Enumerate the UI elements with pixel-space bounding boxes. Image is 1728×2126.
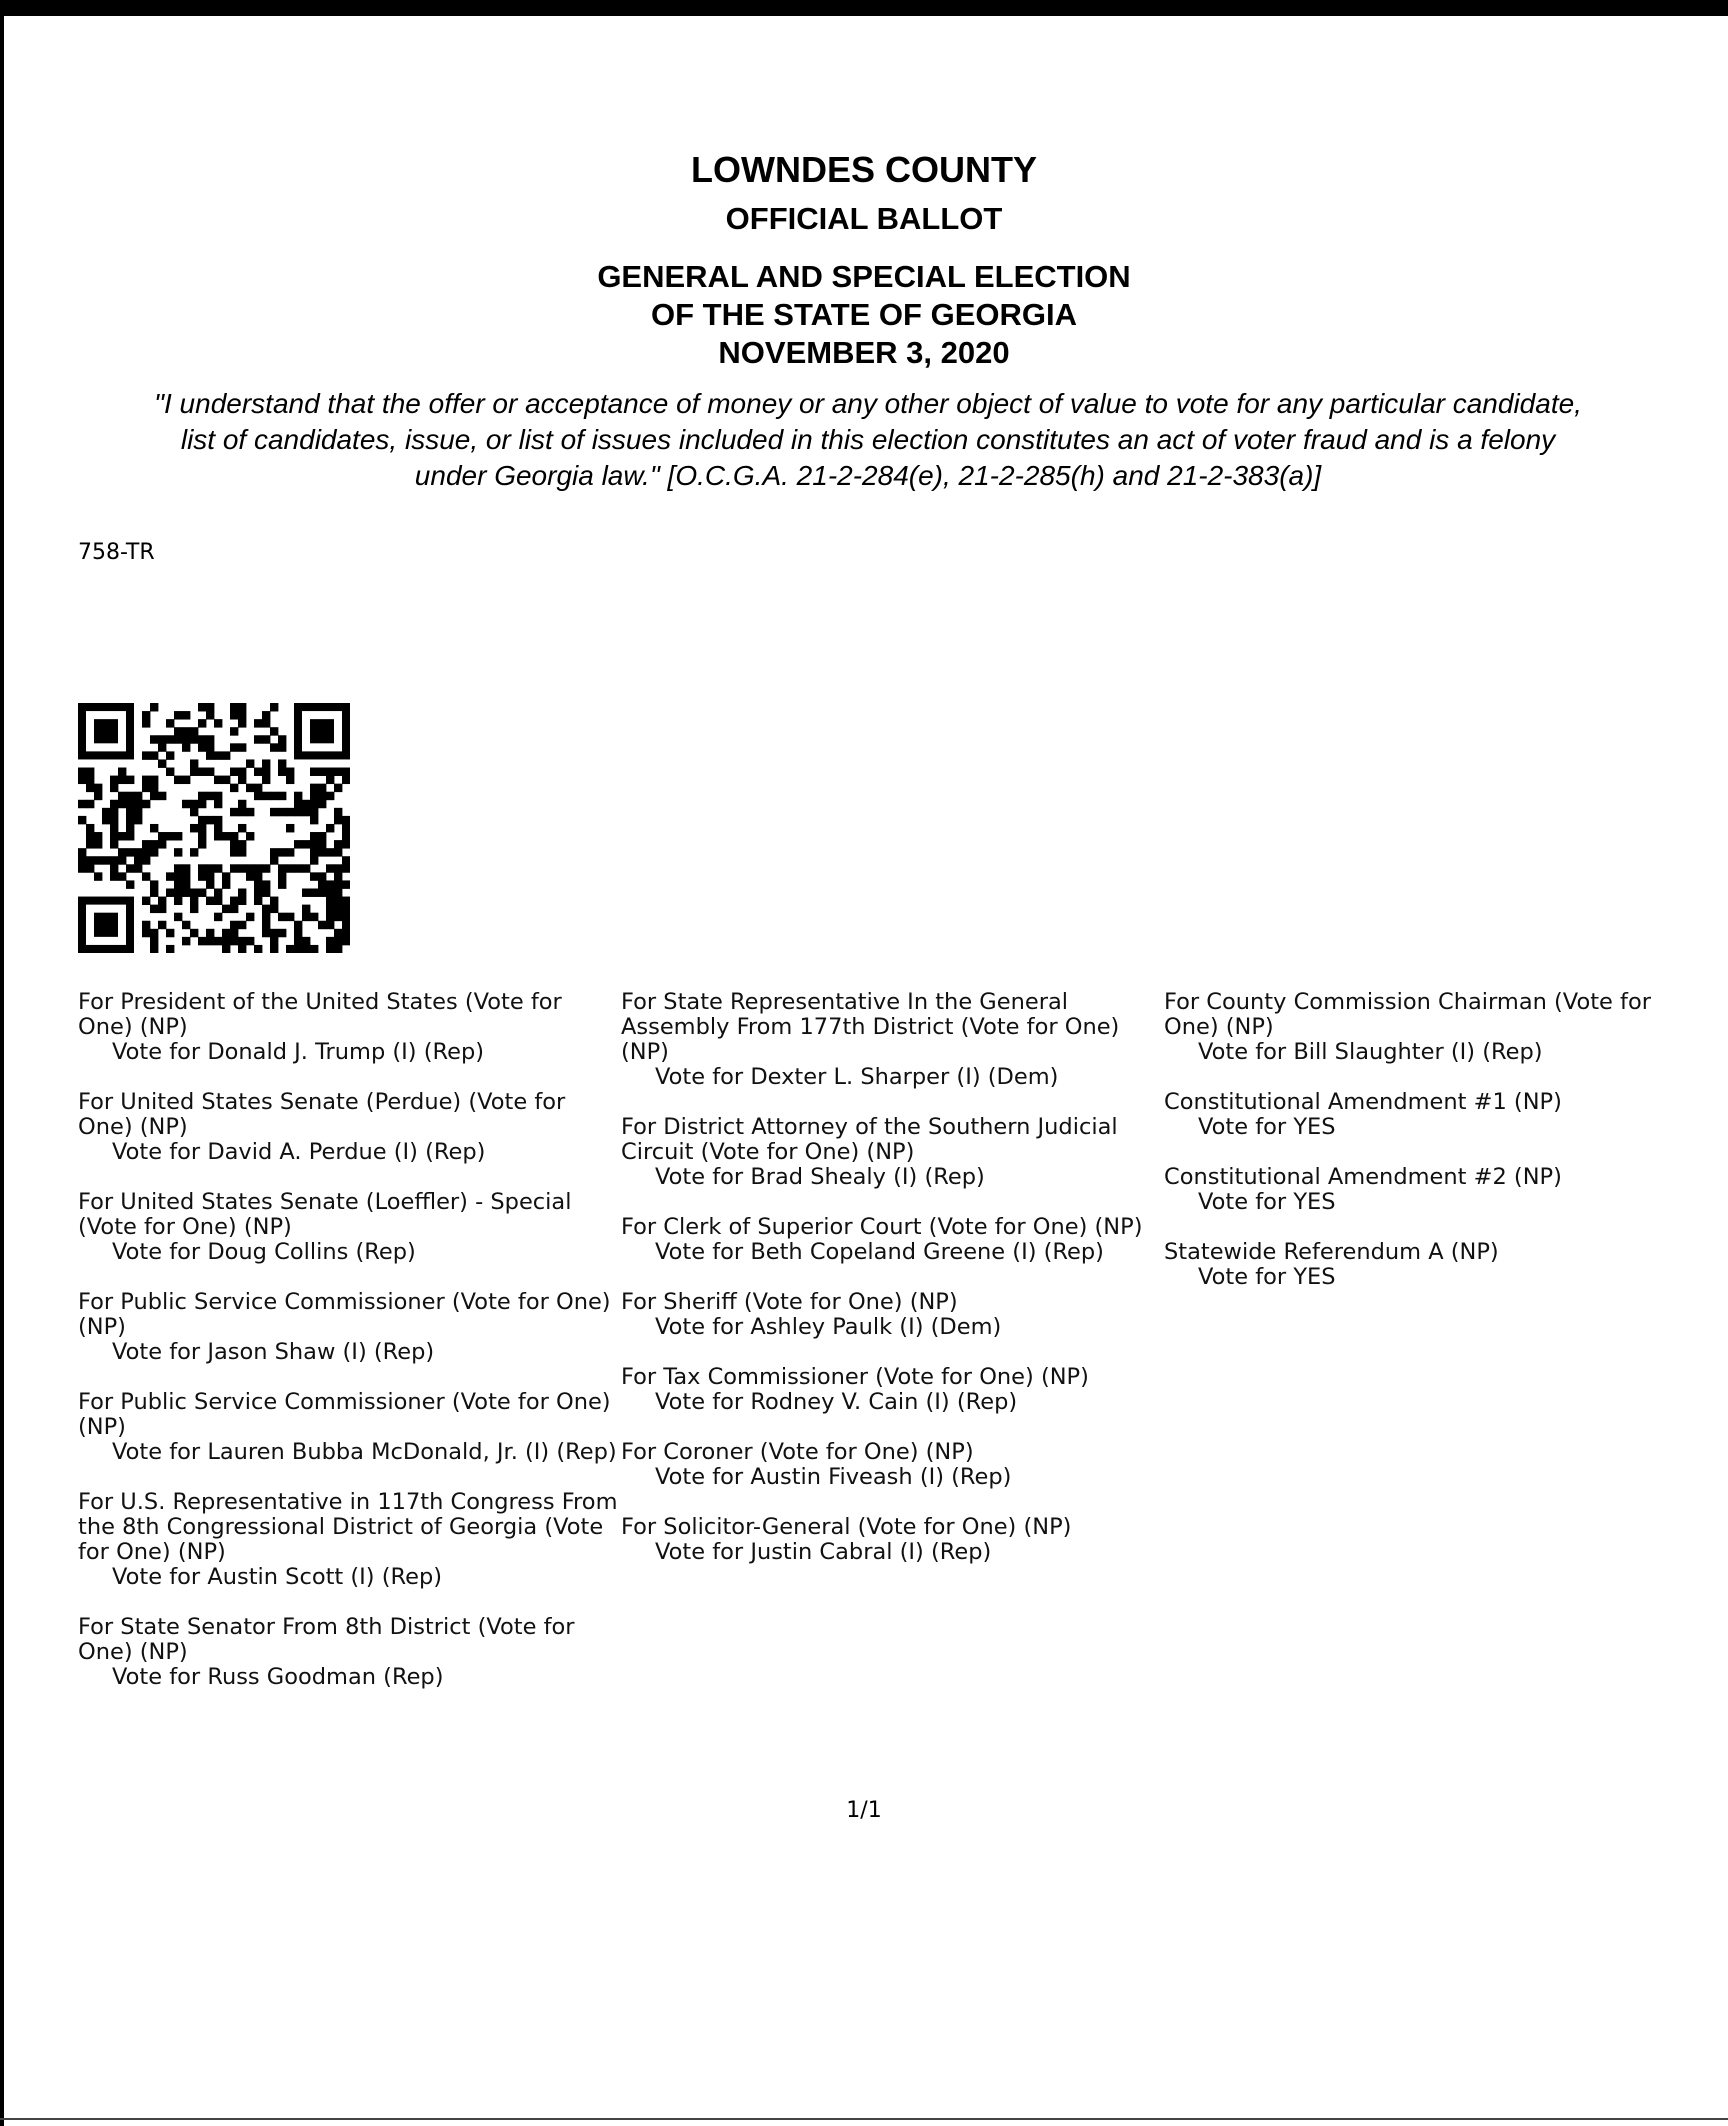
selections-column-2 [621,990,1166,1590]
race-entry [78,990,623,1065]
race-title: For Coroner (Vote for One) (NP) [621,1439,974,1465]
race-title: For President of the United States (Vote for One) (NP) [78,989,562,1040]
race-selection: Vote for Russ Goodman (Rep) [112,1664,444,1690]
race-title: For Public Service Commissioner (Vote for One) (NP) [78,1289,611,1340]
race-entry [621,1290,1166,1340]
race-title: For Solicitor-General (Vote for One) (NP) [621,1514,1072,1540]
race-selection: Vote for YES [1198,1114,1336,1140]
race-title: For Clerk of Superior Court (Vote for One) (NP) [621,1214,1143,1240]
race-title: For State Representative In the General Assembly From 177th District (Vote for One) (NP) [621,989,1120,1065]
race-entry [621,990,1166,1090]
race-entry [1164,1090,1689,1140]
race-selection: Vote for Brad Shealy (I) (Rep) [655,1164,985,1190]
selections-column-1 [78,990,623,1715]
election-title-line-2: OF THE STATE OF GEORGIA [651,297,1077,332]
race-entry [78,1190,623,1265]
selections-column-3 [1164,990,1689,1315]
race-selection: Vote for Beth Copeland Greene (I) (Rep) [655,1239,1104,1265]
race-title: Constitutional Amendment #2 (NP) [1164,1164,1562,1190]
race-entry [1164,1240,1689,1290]
race-selection: Vote for David A. Perdue (I) (Rep) [112,1139,486,1165]
race-selection: Vote for Jason Shaw (I) (Rep) [112,1339,435,1365]
scan-bottom-border [0,2118,1728,2120]
race-selection: Vote for Austin Scott (I) (Rep) [112,1564,443,1590]
county-title: LOWNDES COUNTY [691,149,1037,190]
race-title: For United States Senate (Perdue) (Vote for One) (NP) [78,1089,566,1140]
race-entry [621,1440,1166,1490]
race-title: Statewide Referendum A (NP) [1164,1239,1499,1265]
election-date: NOVEMBER 3, 2020 [718,335,1010,370]
race-entry [78,1615,623,1690]
election-title-line-1: GENERAL AND SPECIAL ELECTION [597,259,1131,294]
race-selection: Vote for Austin Fiveash (I) (Rep) [655,1464,1012,1490]
race-selection: Vote for YES [1198,1189,1336,1215]
race-selection: Vote for Justin Cabral (I) (Rep) [655,1539,992,1565]
race-title: For County Commission Chairman (Vote for One) (NP) [1164,989,1651,1040]
election-title [0,258,1728,372]
race-entry [78,1290,623,1365]
race-title: For U.S. Representative in 117th Congress From the 8th Congressional District of Georgia (Vote for One) (NP) [78,1489,618,1565]
race-selection: Vote for Rodney V. Cain (I) (Rep) [655,1389,1018,1415]
race-entry [78,1390,623,1465]
race-title: For District Attorney of the Southern Judicial Circuit (Vote for One) (NP) [621,1114,1118,1165]
race-selection: Vote for Doug Collins (Rep) [112,1239,416,1265]
race-entry [621,1215,1166,1265]
voter-fraud-oath [78,386,1658,494]
race-selection: Vote for YES [1198,1264,1336,1290]
qr-code-icon [78,703,350,953]
race-selection: Vote for Ashley Paulk (I) (Dem) [655,1314,1002,1340]
race-entry [1164,1165,1689,1215]
ballot-style-code: 758-TR [78,540,155,565]
race-entry [78,1090,623,1165]
ballot-title: OFFICIAL BALLOT [725,201,1003,236]
race-title: For Public Service Commissioner (Vote for One) (NP) [78,1389,611,1440]
race-title: Constitutional Amendment #1 (NP) [1164,1089,1562,1115]
race-selection: Vote for Bill Slaughter (I) (Rep) [1198,1039,1543,1065]
race-title: For United States Senate (Loeffler) - Special (Vote for One) (NP) [78,1189,572,1240]
oath-line-1: "I understand that the offer or acceptance of money or any other object of value to vote for any particular candidate, [154,388,1582,419]
page-number: 1/1 [846,1798,882,1823]
race-entry [1164,990,1689,1065]
race-selection: Vote for Donald J. Trump (I) (Rep) [112,1039,485,1065]
race-entry [621,1115,1166,1190]
race-title: For Sheriff (Vote for One) (NP) [621,1289,958,1315]
race-selection: Vote for Dexter L. Sharper (I) (Dem) [655,1064,1059,1090]
scan-top-border [0,0,1728,16]
race-entry [78,1490,623,1590]
oath-line-2: list of candidates, issue, or list of issues included in this election constitutes an act of voter fraud and is a felony [180,424,1556,455]
race-title: For State Senator From 8th District (Vote for One) (NP) [78,1614,575,1665]
race-selection: Vote for Lauren Bubba McDonald, Jr. (I) (Rep) [112,1439,617,1465]
race-entry [621,1515,1166,1565]
race-title: For Tax Commissioner (Vote for One) (NP) [621,1364,1089,1390]
race-entry [621,1365,1166,1415]
oath-line-3: under Georgia law." [O.C.G.A. 21-2-284(e), 21-2-285(h) and 21-2-383(a)] [414,460,1322,491]
ballot-header [0,148,1728,372]
